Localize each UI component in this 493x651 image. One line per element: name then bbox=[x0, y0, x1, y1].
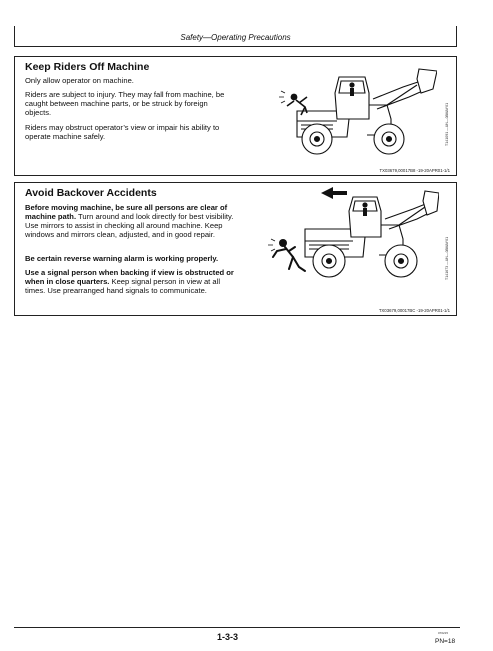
paragraph-bold: Use a signal person when backing if view is obstructed or when in close quarters. bbox=[25, 268, 234, 286]
section-title: Keep Riders Off Machine bbox=[25, 61, 150, 73]
section-keep-riders-off bbox=[14, 56, 457, 176]
paragraph: Only allow operator on machine. bbox=[25, 76, 134, 85]
paragraph: Riders may obstruct operator’s view or impair his ability to operate machine safely. bbox=[25, 123, 220, 141]
figure-side-code: T141091 —UN—08MAY01 bbox=[445, 102, 449, 146]
paragraph-text: Turn around and look directly for best visibility. Use mirrors to assist in checking all around machine. Keep windows and mirrors clean, adjusted, and in good repair. bbox=[25, 212, 234, 239]
pn-label: PN=18 bbox=[435, 638, 456, 645]
paragraph: Riders are subject to injury. They may fall from machine, be caught between machine parts, or be struck by foreign objects. bbox=[25, 90, 225, 117]
running-head: Safety—Operating Precautions bbox=[180, 33, 291, 42]
paragraph-text: Keep signal person in view at all times. Use prearranged hand signals to communicate. bbox=[25, 277, 221, 295]
footer-rule bbox=[14, 627, 460, 628]
loader-with-rider-illustration bbox=[277, 63, 437, 159]
paragraph-bold: Before moving machine, be sure all persons are clear of machine path. bbox=[25, 203, 228, 221]
figure-code: TX03679,00017B8 -19-20APR01-1/1 bbox=[379, 168, 450, 173]
paragraph-bold: Be certain reverse warning alarm is working properly. bbox=[25, 254, 219, 263]
section-title: Avoid Backover Accidents bbox=[25, 187, 157, 199]
paragraph bbox=[25, 268, 235, 295]
paragraph bbox=[25, 254, 235, 263]
page-number: 1-3-3 bbox=[216, 632, 238, 642]
loader-backover-illustration bbox=[259, 185, 439, 289]
figure-code: TX03679,00017BC -19-20APR01-1/1 bbox=[378, 308, 450, 313]
arrow-left-icon bbox=[321, 187, 347, 199]
figure-side-code: T141673 —UN—08MAY01 bbox=[445, 236, 449, 280]
footer-small-code: 070215 bbox=[438, 631, 449, 635]
section-avoid-backover bbox=[14, 182, 457, 316]
header-rule-bottom bbox=[14, 46, 457, 47]
paragraph bbox=[25, 203, 235, 239]
